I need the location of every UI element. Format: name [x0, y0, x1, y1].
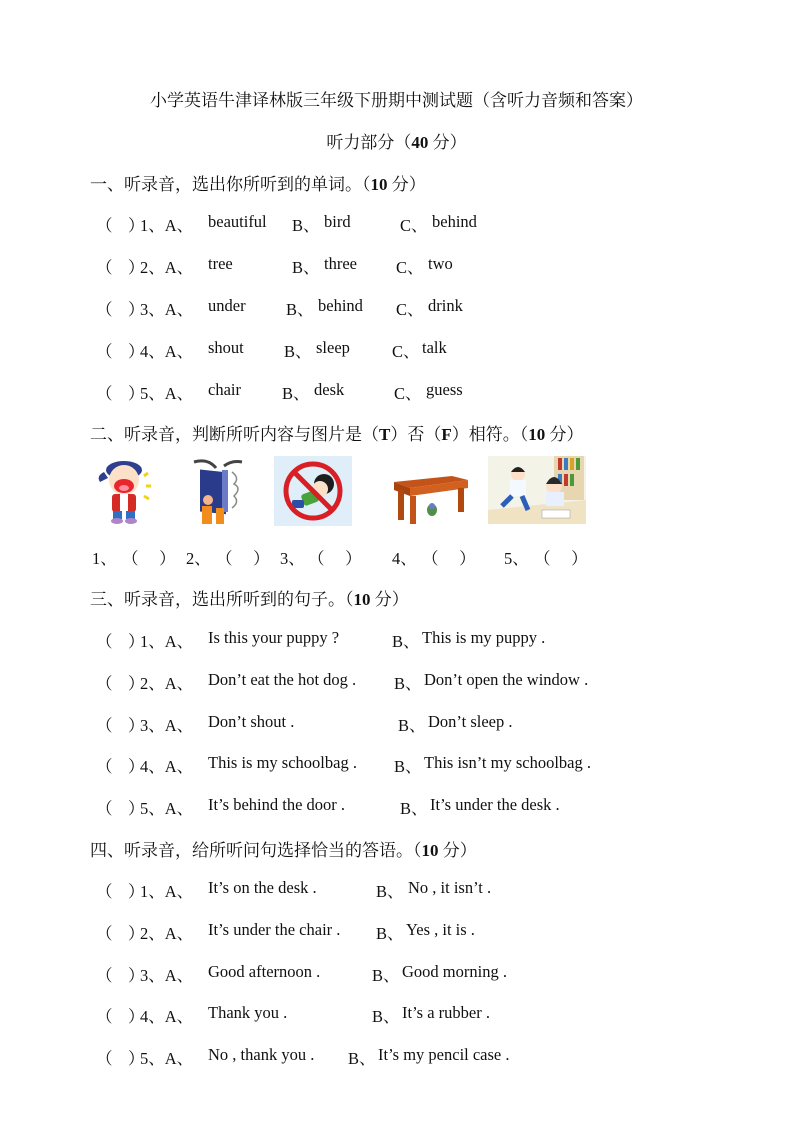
option-a: shout: [208, 338, 244, 357]
option-a: No , thank you .: [208, 1045, 315, 1064]
option-b-label: B、: [348, 1049, 376, 1068]
section-score: 10: [421, 841, 439, 860]
option-b-label: B、: [372, 1007, 400, 1026]
answer-number: 5、: [504, 549, 529, 568]
answer-blank-open[interactable]: （: [96, 216, 113, 235]
option-a: beautiful: [208, 212, 267, 231]
item-number: 4、A、: [140, 342, 194, 361]
option-b: Yes , it is .: [406, 920, 475, 939]
heading-suffix: 分）: [387, 175, 426, 194]
item-number: 2、A、: [140, 924, 194, 943]
item-number: 5、A、: [140, 799, 194, 818]
answer-blank-close: ）: [128, 757, 145, 776]
option-b: Good morning .: [402, 962, 507, 981]
shouting-boy-picture: [92, 456, 158, 526]
section1-heading: [90, 170, 426, 195]
answer-blank-open[interactable]: （: [96, 716, 113, 735]
answer-blank-close: ）: [128, 258, 145, 277]
option-a: It’s behind the door .: [208, 795, 346, 814]
option-b: Don’t open the window .: [424, 670, 589, 689]
answer-blank-open[interactable]: （: [96, 258, 113, 277]
answer-blank[interactable]: （ ）: [216, 549, 270, 568]
section-score: 10: [528, 425, 546, 444]
option-b: three: [324, 254, 357, 273]
section4-heading: [90, 836, 477, 861]
option-c-label: C、: [396, 258, 424, 277]
answer-blank-close: ）: [128, 632, 145, 651]
option-c: behind: [432, 212, 477, 231]
answer-blank-close: ）: [128, 674, 145, 693]
option-b-label: B、: [282, 384, 310, 403]
option-a: Don’t shout .: [208, 712, 295, 731]
answer-blank-close: ）: [128, 924, 145, 943]
option-b-label: B、: [292, 258, 320, 277]
answer-number: 2、: [186, 549, 211, 568]
answer-blank-close: ）: [128, 342, 145, 361]
option-b: This is my puppy .: [422, 628, 546, 647]
item-number: 1、A、: [140, 216, 194, 235]
subtitle-prefix: 听力部分（: [326, 133, 412, 152]
heading-text: 二、听录音，判断所听内容与图片是（: [90, 425, 379, 444]
answer-blank[interactable]: （ ）: [308, 549, 362, 568]
option-b: sleep: [316, 338, 350, 357]
option-a: tree: [208, 254, 233, 273]
item-number: 3、A、: [140, 716, 194, 735]
option-b: bird: [324, 212, 351, 231]
item-number: 3、A、: [140, 966, 194, 985]
answer-blank-open[interactable]: （: [96, 882, 113, 901]
option-b-label: B、: [400, 799, 428, 818]
answer-blank-open[interactable]: （: [96, 674, 113, 693]
no-sleeping-sign-picture: [274, 456, 352, 526]
item-number: 4、A、: [140, 1007, 194, 1026]
heading-suffix: 分）: [438, 841, 477, 860]
option-a: Thank you .: [208, 1003, 288, 1022]
option-a: under: [208, 296, 246, 315]
picture-row: [0, 456, 793, 528]
answer-blank[interactable]: （ ）: [534, 549, 588, 568]
option-b-label: B、: [292, 216, 320, 235]
option-b-label: B、: [284, 342, 312, 361]
option-b-label: B、: [394, 674, 422, 693]
answer-blank-open[interactable]: （: [96, 300, 113, 319]
option-b-label: B、: [286, 300, 314, 319]
answer-blank-open[interactable]: （: [96, 757, 113, 776]
option-b: behind: [318, 296, 363, 315]
section-score: 10: [370, 175, 388, 194]
answer-blank-open[interactable]: （: [96, 342, 113, 361]
subtitle-suffix: 分）: [428, 133, 467, 152]
answer-number: 1、: [92, 549, 117, 568]
answer-blank-close: ）: [128, 882, 145, 901]
option-b: It’s under the desk .: [430, 795, 560, 814]
option-b: This isn’t my schoolbag .: [424, 753, 591, 772]
answer-number: 4、: [392, 549, 417, 568]
option-a: It’s under the chair .: [208, 920, 341, 939]
option-b-label: B、: [394, 757, 422, 776]
answer-blank-close: ）: [128, 216, 145, 235]
option-c: talk: [422, 338, 447, 357]
false-mark: F: [441, 425, 452, 444]
answer-number: 3、: [280, 549, 305, 568]
true-mark: T: [379, 425, 391, 444]
item-number: 1、A、: [140, 632, 194, 651]
answer-blank-open[interactable]: （: [96, 1049, 113, 1068]
answer-blank-open[interactable]: （: [96, 799, 113, 818]
subtitle-score: 40: [411, 133, 429, 152]
heading-suffix: 分）: [370, 590, 409, 609]
option-b: Don’t sleep .: [428, 712, 513, 731]
heading-mid: ）否（: [390, 425, 442, 444]
option-c-label: C、: [396, 300, 424, 319]
option-a: chair: [208, 380, 241, 399]
document-title: 小学英语牛津译林版三年级下册期中测试题（含听力音频和答案）: [150, 91, 643, 110]
option-b: It’s my pencil case .: [378, 1045, 510, 1064]
option-c: guess: [426, 380, 463, 399]
answer-blank[interactable]: （ ）: [122, 549, 176, 568]
option-b: No , it isn’t .: [408, 878, 492, 897]
heading-text: 四、听录音，给所听问句选择恰当的答语。（: [90, 841, 422, 860]
heading-mid2: ）相符。（: [451, 425, 529, 444]
item-number: 5、A、: [140, 384, 194, 403]
item-number: 3、A、: [140, 300, 194, 319]
heading-suffix: 分）: [545, 425, 584, 444]
option-b: desk: [314, 380, 345, 399]
answer-blank[interactable]: （ ）: [422, 549, 476, 568]
option-a: Good afternoon .: [208, 962, 321, 981]
option-b-label: B、: [376, 882, 404, 901]
answer-blank-close: ）: [128, 966, 145, 985]
open-book-picture: [186, 456, 252, 526]
option-a: Is this your puppy ?: [208, 628, 340, 647]
answer-blank-open[interactable]: （: [96, 1007, 113, 1026]
item-number: 5、A、: [140, 1049, 194, 1068]
option-a: Don’t eat the hot dog .: [208, 670, 357, 689]
answer-blank-open[interactable]: （: [96, 384, 113, 403]
heading-text: 三、听录音，选出所听到的句子。（: [90, 590, 354, 609]
section3-heading: [90, 585, 409, 610]
option-a: It’s on the desk .: [208, 878, 317, 897]
answer-blank-close: ）: [128, 300, 145, 319]
item-number: 4、A、: [140, 757, 194, 776]
answer-blank-close: ）: [128, 799, 145, 818]
option-c: two: [428, 254, 453, 273]
option-b-label: B、: [372, 966, 400, 985]
option-b-label: B、: [398, 716, 426, 735]
answer-blank-open[interactable]: （: [96, 632, 113, 651]
option-c: drink: [428, 296, 463, 315]
section-score: 10: [353, 590, 371, 609]
boy-and-teacher-picture: [488, 456, 586, 524]
item-number: 2、A、: [140, 258, 194, 277]
answer-blank-close: ）: [128, 384, 145, 403]
option-b: It’s a rubber .: [402, 1003, 490, 1022]
desk-picture: [388, 456, 472, 526]
option-c-label: C、: [392, 342, 420, 361]
answer-blank-open[interactable]: （: [96, 966, 113, 985]
answer-blank-close: ）: [128, 1049, 145, 1068]
heading-text: 一、听录音，选出你所听到的单词。（: [90, 175, 371, 194]
option-b-label: B、: [392, 632, 420, 651]
answer-blank-open[interactable]: （: [96, 924, 113, 943]
option-b-label: B、: [376, 924, 404, 943]
item-number: 1、A、: [140, 882, 194, 901]
section2-heading: [90, 420, 583, 445]
answer-blank-close: ）: [128, 1007, 145, 1026]
option-c-label: C、: [400, 216, 428, 235]
item-number: 2、A、: [140, 674, 194, 693]
answer-blank-close: ）: [128, 716, 145, 735]
option-c-label: C、: [394, 384, 422, 403]
document-subtitle: [0, 128, 793, 153]
option-a: This is my schoolbag .: [208, 753, 357, 772]
